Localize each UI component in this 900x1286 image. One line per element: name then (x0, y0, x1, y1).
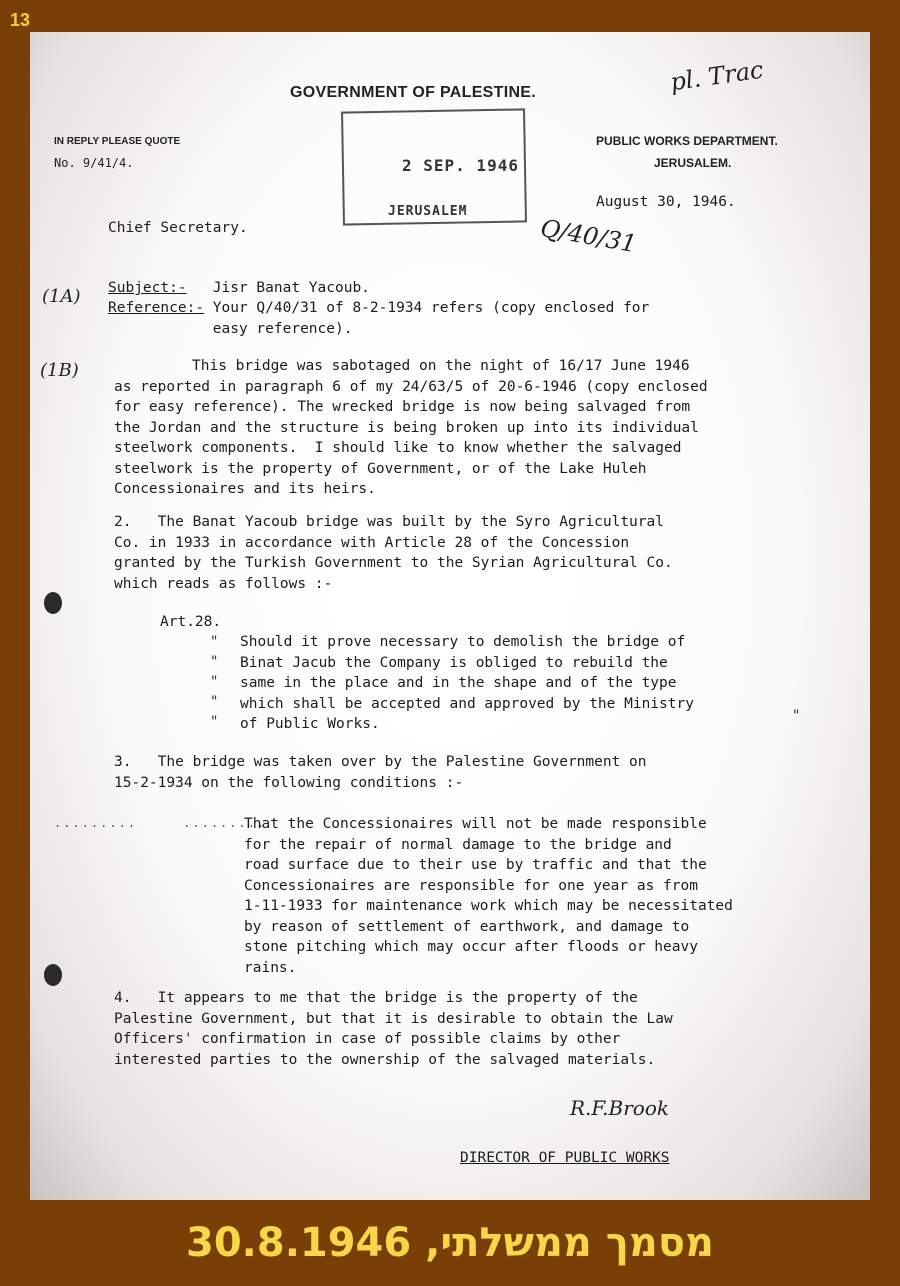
subject-text: Jisr Banat Yacoub. (212, 280, 370, 296)
punch-hole (44, 592, 62, 614)
paragraph-line: Co. in 1933 in accordance with Article 28 of the Concession (114, 534, 630, 551)
subject-line (108, 278, 370, 299)
paragraph-line: which reads as follows :- (114, 575, 333, 592)
paragraph-line: as reported in paragraph 6 of my 24/63/5 of 20-6-1946 (copy enclosed (114, 378, 708, 395)
quote-line: of Public Works. (240, 716, 380, 732)
condition-line: That the Concessionaires will not be made responsible (244, 816, 707, 832)
government-heading: GOVERNMENT OF PALESTINE. (290, 84, 537, 101)
paragraph-4 (114, 988, 673, 1070)
condition-line: for the repair of normal damage to the bridge and (244, 836, 672, 853)
handwritten-signature: R.F.Brook (570, 1096, 669, 1120)
paragraph-1 (114, 356, 708, 500)
department-city: JERUSALEM. (654, 156, 732, 170)
stamp-city: JERUSALEM (388, 204, 468, 219)
quote-line: Binat Jacub the Company is obliged to rebuild the (240, 654, 668, 671)
reference-label: Reference:- (108, 300, 205, 316)
article-label: Art.28. (160, 614, 222, 630)
punch-hole (44, 964, 62, 986)
paragraph-line: steelwork is the property of Government, or of the Lake Huleh (114, 460, 647, 477)
reference-text-2: easy reference). (212, 320, 353, 337)
reply-quote-label: IN REPLY PLEASE QUOTE (54, 136, 181, 147)
conditions-quote (244, 814, 733, 978)
paragraph-2 (114, 512, 673, 594)
quote-line: Should it prove necessary to demolish the bridge of (240, 634, 686, 650)
paragraph-line: steelwork components. I should like to know whether the salvaged (114, 440, 682, 456)
article-quote (240, 632, 694, 735)
paragraph-line: for easy reference). The wrecked bridge is now being salvaged from (114, 399, 691, 415)
quote-mark: " (210, 634, 219, 650)
department-name: PUBLIC WORKS DEPARTMENT. (596, 134, 778, 148)
quote-mark: " (210, 654, 219, 670)
paragraph-line: 15-2-1934 on the following conditions :- (114, 774, 464, 791)
addressee: Chief Secretary. (108, 220, 248, 236)
paragraph-line: granted by the Turkish Government to the Syrian Agricultural Co. (114, 555, 673, 571)
reference-number: No. 9/41/4. (54, 156, 134, 170)
dotted-rule: ......... ......... (54, 816, 267, 830)
paragraph-line: the Jordan and the structure is being broken up into its individual (114, 419, 699, 436)
handwritten-file-ref: Q/40/31 (538, 213, 639, 259)
reference-line (108, 298, 649, 339)
quote-line: which shall be accepted and approved by the Ministry (240, 695, 694, 712)
paragraph-line: Palestine Government, but that it is desirable to obtain the Law (114, 1010, 673, 1027)
paragraph-line: Officers' confirmation in case of possible claims by other (114, 1031, 621, 1047)
quote-mark: " (210, 714, 219, 730)
quote-mark: " (792, 708, 801, 724)
margin-note-1b: (1B) (40, 360, 79, 381)
quote-mark: " (210, 674, 219, 690)
condition-line: by reason of settlement of earthwork, and damage to (244, 918, 690, 935)
condition-line: Concessionaires are responsible for one year as from (244, 877, 698, 894)
stamp-date: 2 SEP. 1946 (402, 156, 519, 175)
handwritten-note-top: pl. Trac (668, 55, 766, 97)
paragraph-line: 4. It appears to me that the bridge is the property of the (114, 990, 638, 1006)
reference-text-1: Your Q/40/31 of 8-2-1934 refers (copy enclosed for (212, 300, 650, 316)
paragraph-line: 3. The bridge was taken over by the Palestine Government on (114, 754, 647, 770)
subject-label: Subject:- (108, 280, 187, 296)
condition-line: stone pitching which may occur after floods or heavy (244, 939, 698, 955)
paragraph-line: interested parties to the ownership of the salvaged materials. (114, 1051, 656, 1068)
quote-mark: " (210, 694, 219, 710)
margin-note-1a: (1A) (42, 286, 81, 307)
quote-line: same in the place and in the shape and of the type (240, 675, 677, 691)
letter-date: August 30, 1946. (596, 194, 736, 210)
caption-banner: מסמך ממשלתי, 30.8.1946 (186, 1220, 714, 1266)
condition-line: 1-11-1933 for maintenance work which may be necessitated (244, 898, 733, 914)
signature-title: DIRECTOR OF PUBLIC WORKS (460, 1150, 670, 1166)
paragraph-line: Concessionaires and its heirs. (114, 481, 376, 497)
paragraph-3 (114, 752, 647, 793)
paragraph-line: This bridge was sabotaged on the night of 16/17 June 1946 (192, 358, 690, 374)
condition-line: road surface due to their use by traffic and that the (244, 857, 707, 873)
page-number: 13 (10, 10, 31, 30)
paragraph-line: 2. The Banat Yacoub bridge was built by the Syro Agricultural (114, 514, 664, 530)
scanned-letter (30, 32, 870, 1200)
condition-line: rains. (244, 959, 297, 976)
